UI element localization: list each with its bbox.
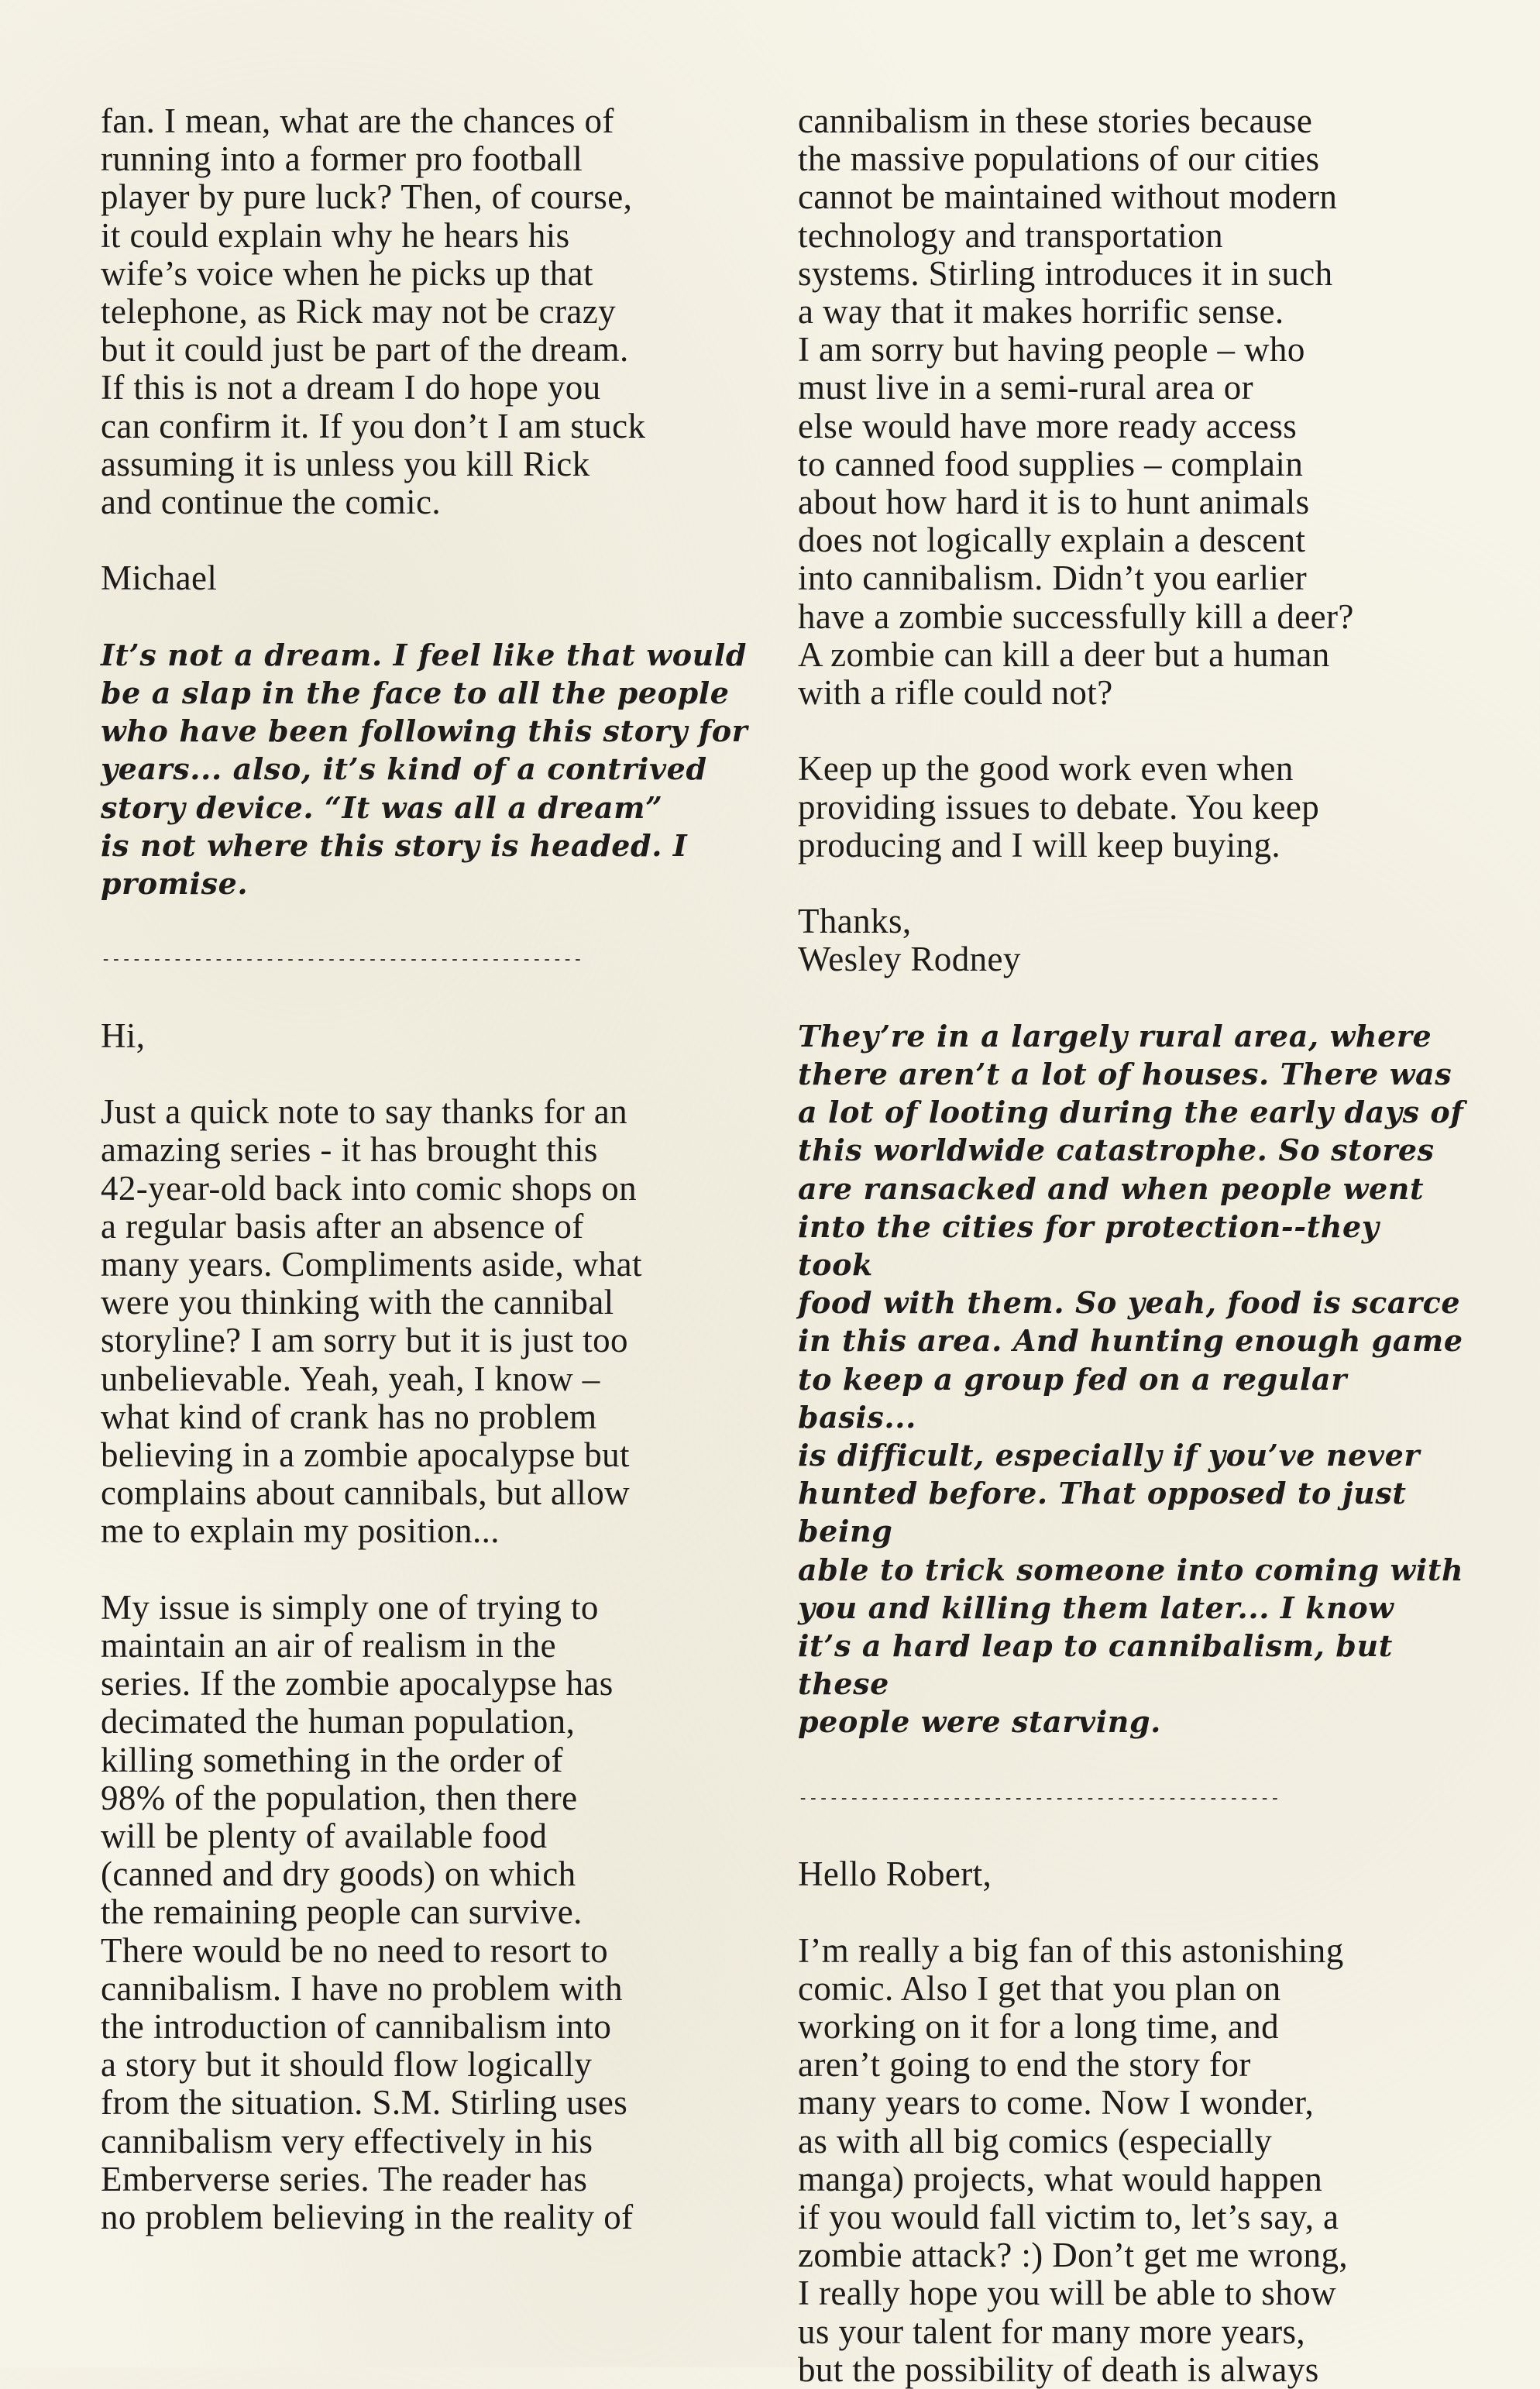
letter-paragraph: cannibalism in these stories because the massive populations of our cities cannot be maintained without modern technology and transportation systems. Stirling introduces it in such a way that it makes horrific sense. I am sorry but having people – who must live in a semi-rural area or else would have more ready access to canned food supplies – complain about how hard it is to hunt animals does not logically explain a descent into cannibalism. Didn’t you earlier have a zombie successfully kill a deer? A zombie can kill a deer but a human with a rifle could not? [798,101,1354,713]
letter-greeting: Hi, [101,1016,146,1055]
letter-paragraph: fan. I mean, what are the chances of running into a former pro football player by pure luck? Then, of course, it could explain why he hears his wife’s voice when he picks up that telephone, as Rick may not be crazy but it could just be part of the dream. If this is not a dream I do hope you can confirm it. If you don’t I am stuck assuming it is unless you kill Rick and continue the comic. [101,101,646,522]
letter-signature: Michael [101,559,218,598]
letter-paragraph: My issue is simply one of trying to maintain an air of realism in the series. If the zombie apocalypse has decimated the human population, killing something in the order of 98% of the population, then there will be plenty of available food (canned and dry goods) on which the remaining people can survive. There would be no need to resort to cannibalism. I have no problem with the introduction of cannibalism into a story but it should flow logically from the situation. S.M. Stirling uses cannibalism very effectively in his Emberverse series. The reader has no problem believing in the reality of [101,1587,634,2237]
editor-reply: It’s not a dream. I feel like that would be a slap in the face to all the people who have been following this story for years... also, it’s kind of a contrived story device. “It was all a dream” is not where this story is headed. I promise. [101,637,748,902]
editor-reply: They’re in a largely rural area, where there aren’t a lot of houses. There was a lot of looting during the early days of this worldwide catastrophe. So stores are ransacked and when people went into the cities for protection--they took food with them. So yeah, food is scarce in this area. And hunting enough game to keep a group fed on a regular basis... is difficult, especially if you’ve never hunted before. That opposed to just being able to trick someone into coming with you and killing them later... I know it’s a hard leap to cannibalism, but these people were starving. [798,1018,1464,1740]
letter-greeting: Hello Robert, [798,1854,992,1894]
letter-signature: Thanks, Wesley Rodney [798,902,1021,979]
letter-divider: ----------------------------------------------- [798,1788,1280,1808]
letter-paragraph: Just a quick note to say thanks for an amazing series - it has brought this 42-year-old back into comic shops on a regular basis after an absence of many years. Compliments aside, what were you thinking with the cannibal storyline? I am sorry but it is just too unbelievable. Yeah, yeah, I know – what kind of crank has no problem believing in a zombie apocalypse but complains about cannibals, but allow me to explain my position... [101,1092,642,1551]
right-column [798,102,1464,2389]
letter-paragraph: I’m really a big fan of this astonishing comic. Also I get that you plan on working on it for a long time, and aren’t going to end the story for many years to come. Now I wonder, as with all big comics (especially manga) projects, what would happen if you would fall victim to, let’s say, a zombie attack? :) Don’t get me wrong, I really hope you will be able to show us your talent for many more years, but the possibility of death is always [798,1930,1348,2389]
letter-divider: ----------------------------------------------- [101,950,583,970]
letter-paragraph: Keep up the good work even when providing issues to debate. You keep producing and I will keep buying. [798,749,1320,865]
left-column [101,102,767,2236]
